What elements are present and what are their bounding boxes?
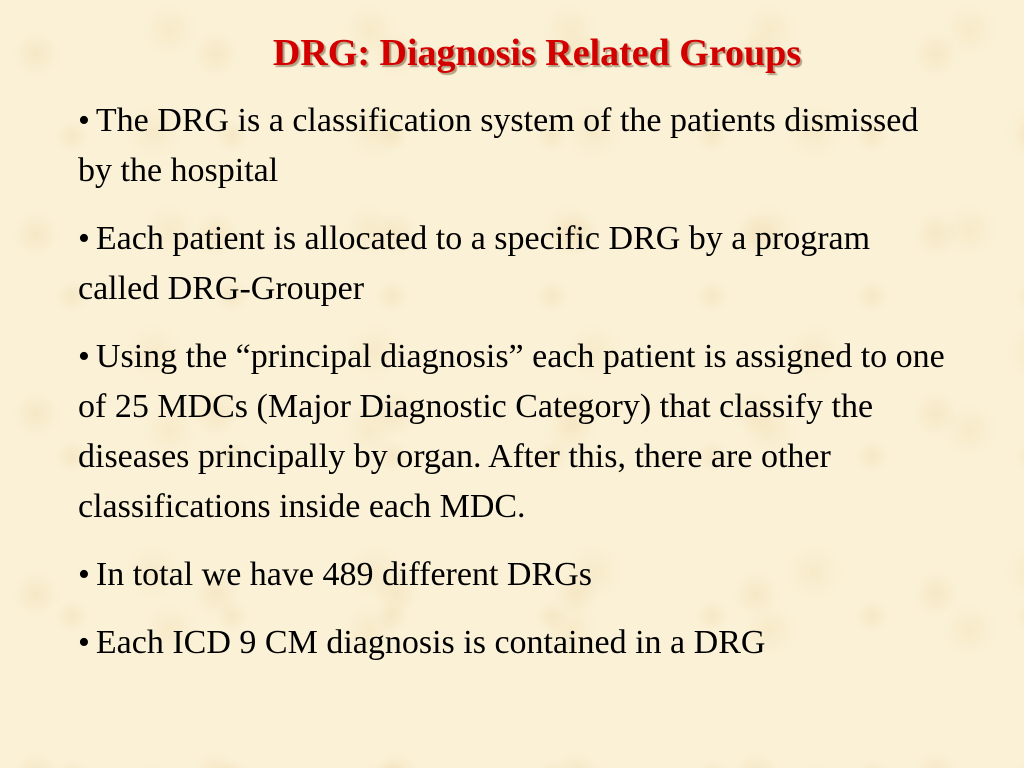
bullet-text: Each patient is allocated to a specific DRG by a program called DRG-Grouper <box>78 220 871 307</box>
bullet-item <box>78 618 948 668</box>
bullet-text: Each ICD 9 CM diagnosis is contained in a DRG <box>95 624 766 661</box>
slide-title: DRG: Diagnosis Related Groups <box>272 32 802 74</box>
bullet-item <box>78 96 948 196</box>
bullet-symbol: • <box>78 338 90 375</box>
bullet-text: Using the “principal diagnosis” each patient is assigned to one of 25 MDCs (Major Diagnostic Category) that classify the diseases principally by organ. After this, there are other classifications inside each MDC. <box>78 338 945 525</box>
bullet-item <box>78 332 948 532</box>
bullet-symbol: • <box>78 220 90 257</box>
bullet-text: The DRG is a classification system of the patients dismissed by the hospital <box>78 102 919 189</box>
bullet-symbol: • <box>78 624 90 661</box>
bullet-list <box>78 96 948 686</box>
bullet-item <box>78 550 948 600</box>
bullet-text: In total we have 489 different DRGs <box>95 556 592 593</box>
bullet-item <box>78 214 948 314</box>
bullet-symbol: • <box>78 556 90 593</box>
bullet-symbol: • <box>78 102 90 139</box>
